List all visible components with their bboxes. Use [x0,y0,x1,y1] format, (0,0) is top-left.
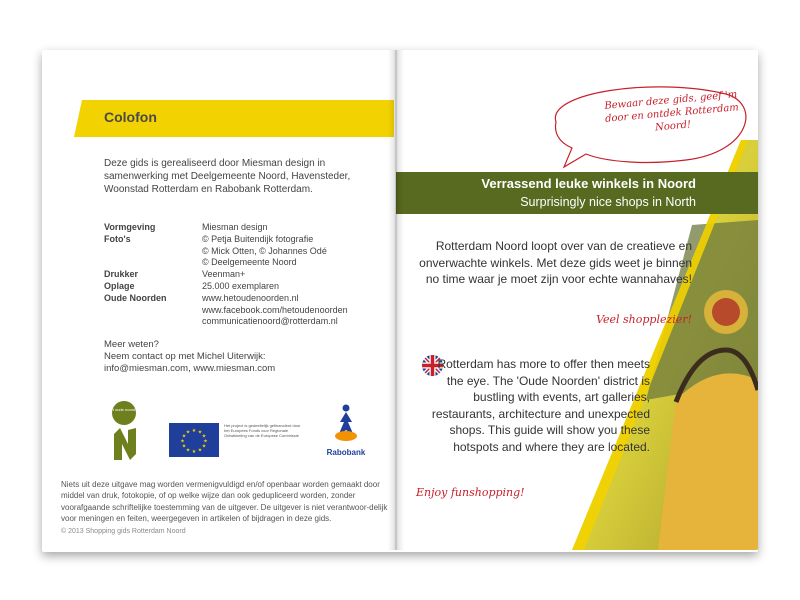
svg-text:★: ★ [203,438,208,445]
svg-text:★: ★ [201,443,207,450]
spec-row-drukker [104,269,348,281]
book-gutter [388,50,404,550]
eu-funding-text: Het project is gedeeltelijk gefinancierd door het Europees Fonds voor Regionale Ontwikkeling van de Europese Commissie [224,423,301,439]
contact-links[interactable]: info@miesman.com, www.miesman.com [104,363,276,374]
svg-text:★: ★ [197,429,203,436]
copyright-text: © 2013 Shopping gids Rotterdam Noord [61,528,186,535]
bubble-text: Bewaar deze gids, geef 'm door en ontdek Rotterdam Noord! [604,89,740,134]
spec-value: Miesman design [202,222,268,232]
spec-key: Foto's [104,233,131,244]
sponsor-logos [104,398,374,468]
oude-noorden-logo [104,398,144,460]
svg-text:★: ★ [185,429,191,436]
spec-value: © Deelgemeente Noord [202,257,297,268]
svg-text:★: ★ [181,443,187,450]
spec-row-oude-noorden [104,293,348,328]
contact-line: Neem contact op met Michel Uiterwijk: [104,351,266,362]
rabobank-logo-text: Rabobank [326,448,366,457]
spec-row-vormgeving [104,222,348,234]
spec-key: Vormgeving [104,222,156,232]
eu-flag-logo [169,423,219,457]
spec-key: Oplage [104,280,135,291]
left-page [44,50,394,550]
oude-noorden-logo-text: het oude noorden [108,407,140,412]
spec-value: 25.000 exemplaren [202,280,280,291]
svg-text:★: ★ [180,438,185,445]
band-subtitle: Surprisingly nice shops in North [520,195,696,209]
specs-list [104,222,348,328]
svg-text:★: ★ [191,449,197,455]
email-link[interactable]: communicatienoord@rotterdam.nl [202,316,338,327]
svg-text:★: ★ [201,433,207,440]
english-intro-text: Rotterdam has more to offer then meets the eye. The 'Oude Noorden' district is bustling with events, art galleries, restaurants, architecture and unexpected shops. This guide will show you these hotspots and where they are located. [431,357,650,454]
english-signoff: Enjoy funshopping! [416,486,525,499]
spec-key: Drukker [104,269,139,280]
spec-key: Oude Noorden [104,292,167,303]
band-title: Verrassend leuke winkels in Noord [481,176,696,191]
spec-value: Veenman+ [202,269,246,280]
dutch-signoff: Veel shopplezier! [596,313,692,326]
spec-row-oplage [104,281,348,293]
svg-text:★: ★ [181,433,187,440]
spec-row-fotos [104,234,348,269]
right-page [396,50,758,550]
website-link[interactable]: www.hetoudenoorden.nl [202,292,299,303]
dutch-intro-text: Rotterdam Noord loopt over van de creatieve en onverwachte winkels. Met deze gids weet je binnen no time waar je moet zijn voor echte wannahaves! [419,239,692,286]
rabobank-logo [326,400,366,462]
colofon-title: Colofon [104,109,157,125]
svg-text:★: ★ [191,428,197,434]
svg-text:★: ★ [185,447,191,454]
contact-block [104,339,374,375]
spec-value: © Petja Buitendijk fotografie [202,233,314,244]
disclaimer-text: Niets uit deze uitgave mag worden vermenigvuldigd en/of openbaar worden gemaakt door middel van druk, fotokopie, of op welke wijze dan ook gedupliceerd worden, zonder voorafgaande schriftelijke toestemming van de uitgever. De uitgever is niet verantwoor-delijk voor meningen en feiten, weergegeven in artikelen of bijdragen in deze gids. [61,480,388,524]
spec-value: © Mick Otten, © Johannes Odé [202,245,327,256]
intro-text: Deze gids is gerealiseerd door Miesman design in samenwerking met Deelgemeente Noord, Havensteder, Woonstad Rotterdam en Rabobank Rotterdam. [104,158,351,195]
svg-text:★: ★ [197,447,203,454]
facebook-link[interactable]: www.facebook.com/hetoudenoorden [202,304,348,315]
contact-title: Meer weten? [104,339,159,350]
